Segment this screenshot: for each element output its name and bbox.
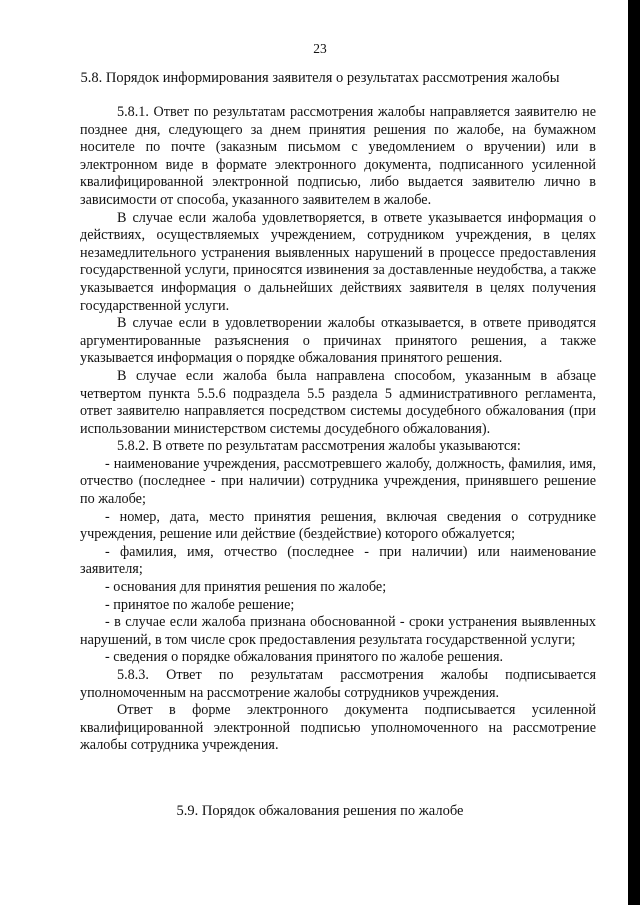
list-item: - в случае если жалоба признана обоснованной - сроки устранения выявленных нарушений, в том числе срок предоставления результата государственной услуги; [80,614,596,648]
scan-edge [628,0,640,905]
paragraph-5-8-2: 5.8.2. В ответе по результатам рассмотрения жалобы указываются: [117,438,521,455]
paragraph-complaint-rejected: В случае если в удовлетворении жалобы отказывается, в ответе приводятся аргументированные разъяснения о причинах принятого решения, а также указывается информация о порядке обжалования принятого решения. [80,315,596,367]
paragraph-5-8-3: 5.8.3. Ответ по результатам рассмотрения жалобы подписывается уполномоченным на рассмотрение жалобы сотрудников учреждения. [80,667,596,701]
list-item: - номер, дата, место принятия решения, включая сведения о сотруднике учреждения, решение или действие (бездействие) которого обжалуется; [80,508,596,543]
page-number: 23 [313,41,327,56]
paragraph-5-8-1: 5.8.1. Ответ по результатам рассмотрения жалобы направляется заявителю не позднее дня, следующего за днем принятия решения по жалобе, на бумажном носителе по почте (заказным письмом с уведомлением о вручении) или в электронном виде в формате электронного документа, подписанного усиленной квалифицированной электронной подписью, либо выдается заявителю лично в зависимости от способа, указанного заявителем в жалобе. [80,104,596,208]
list-item: - наименование учреждения, рассмотревшего жалобу, должность, фамилия, имя, отчество (последнее - при наличии) сотрудника учреждения, принявшего решение по жалобе; [80,455,596,508]
section-5-9-title: 5.9. Порядок обжалования решения по жалобе [176,803,464,819]
list-item: - принятое по жалобе решение; [105,596,295,613]
paragraph-complaint-satisfied: В случае если жалоба удовлетворяется, в ответе указывается информация о действиях, осуществляемых учреждением, сотрудником учреждения, в целях незамедлительного устранения выявленных нарушений в процессе предоставления государственной услуги, приносятся извинения за доставленные неудобства, а также указывается информация о дальнейших действиях заявителя в целях получения государственной услуги. [80,209,596,314]
list-item: - сведения о порядке обжалования принятого по жалобе решения. [105,649,504,666]
list-item: - основания для принятия решения по жалобе; [105,579,387,596]
paragraph-electronic-answer: Ответ в форме электронного документа подписывается усиленной квалифицированной электронной подписью уполномоченного на рассмотрение жалобы сотрудника учреждения. [80,702,596,754]
document-body [80,104,596,755]
paragraph-pretrial-system: В случае если жалоба была направлена способом, указанным в абзаце четвертом пункта 5.5.6 подраздела 5.5 раздела 5 административного регламента, ответ заявителю направляется посредством системы досудебного обжалования (при использовании министерством системы досудебного обжалования). [80,367,596,437]
section-5-8-title: 5.8. Порядок информирования заявителя о результатах рассмотрения жалобы [80,70,560,86]
list-item: - фамилия, имя, отчество (последнее - при наличии) или наименование заявителя; [80,543,596,578]
